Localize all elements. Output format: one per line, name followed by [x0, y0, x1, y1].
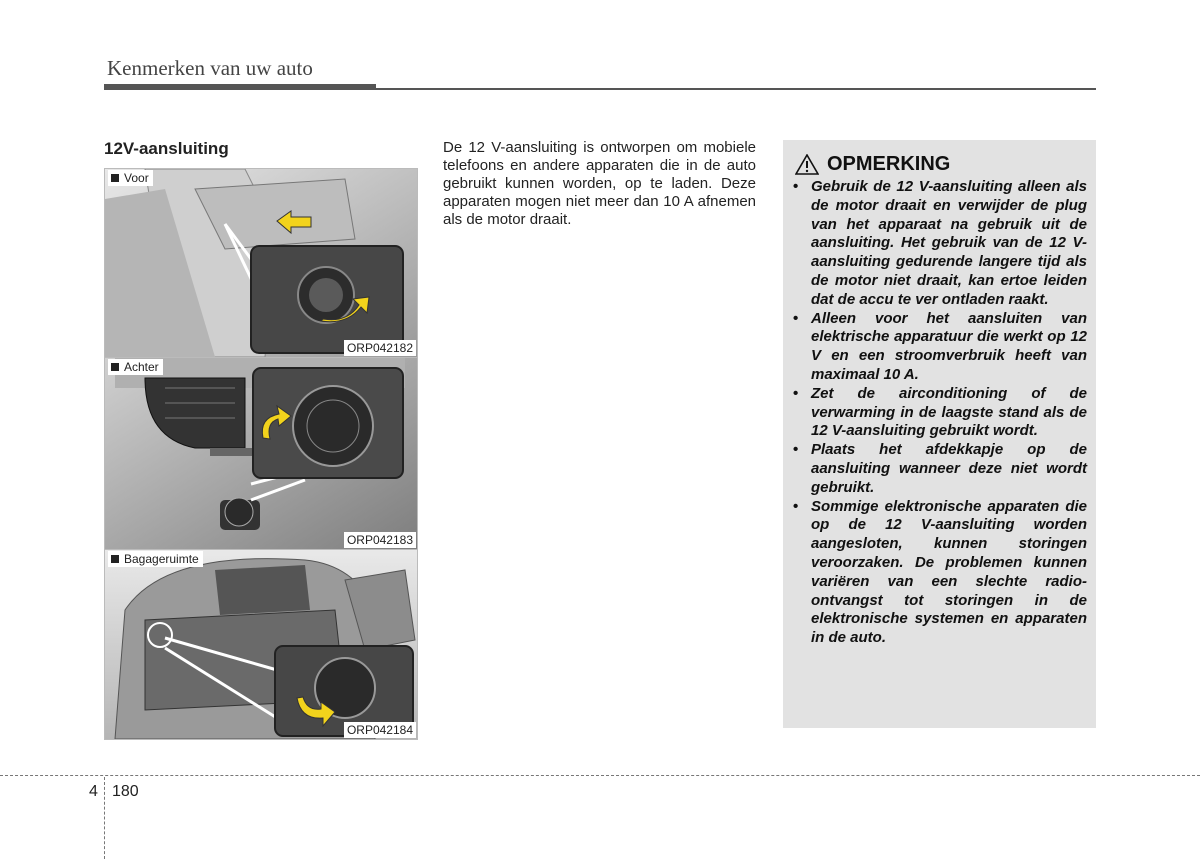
note-list	[793, 178, 1087, 648]
figure-code: ORP042182	[344, 340, 416, 356]
figure-code: ORP042183	[344, 532, 416, 548]
header-rule	[104, 88, 1096, 90]
section-heading: 12V-aansluiting	[104, 139, 229, 158]
page-number: 180	[112, 783, 139, 800]
figure-rear-illustration	[105, 358, 417, 549]
running-header: Kenmerken van uw auto	[107, 56, 313, 80]
figure-luggage	[104, 549, 418, 740]
figure-label-text: Achter	[124, 360, 159, 374]
warning-icon	[795, 154, 819, 175]
figure-front-illustration	[105, 169, 417, 357]
note-item-text: Gebruik de 12 V-aansluiting alleen als de motor draait en verwijder de plug van het apparaat na gebruik uit de aansluiting. Het gebruik van de 12 V-aansluiting gedurende langere tijd als de motor niet draait, kan ertoe leiden dat de accu te ver ontladen raakt.	[811, 178, 1087, 308]
note-item-text: Plaats het afdekkapje op de aansluiting wanneer deze niet wordt gebruikt.	[811, 441, 1087, 496]
square-bullet-icon	[111, 363, 119, 371]
note-box	[783, 140, 1096, 728]
figure-front	[104, 168, 418, 358]
note-item	[793, 178, 1087, 310]
figure-label-text: Bagageruimte	[124, 552, 199, 566]
figure-luggage-illustration	[105, 550, 417, 739]
footer-divider	[104, 777, 105, 859]
note-item	[793, 441, 1087, 497]
figure-label	[108, 551, 203, 567]
figure-rear	[104, 357, 418, 550]
footer-rule	[0, 775, 1200, 776]
note-item	[793, 498, 1087, 648]
note-title: OPMERKING	[827, 153, 951, 175]
square-bullet-icon	[111, 555, 119, 563]
square-bullet-icon	[111, 174, 119, 182]
bullet-icon: •	[793, 441, 799, 459]
chapter-number: 4	[89, 783, 98, 800]
figure-label	[108, 359, 163, 375]
bullet-icon: •	[793, 178, 799, 195]
body-paragraph: De 12 V-aansluiting is ontworpen om mobiele telefoons en andere apparaten die in de auto gebruikt kunnen worden, op te laden. Deze apparaten mogen niet meer dan 10 A afnemen als de motor draait.	[443, 139, 756, 228]
figure-code: ORP042184	[344, 722, 416, 738]
bullet-icon: •	[793, 309, 799, 327]
note-item	[793, 310, 1087, 385]
figure-label	[108, 170, 153, 186]
bullet-icon: •	[793, 497, 799, 515]
figure-label-text: Voor	[124, 171, 149, 185]
note-item-text: Sommige elektronische apparaten die op de 12 V-aansluiting worden aangesloten, kunnen storingen veroorzaken. De problemen kunnen variëren van een slechte radio-ontvangst tot storingen in de elektronische systemen en apparaten in de auto.	[811, 497, 1087, 647]
note-item-text: Zet de airconditioning of de verwarming in de laagste stand als de 12 V-aansluiting gebruikt wordt.	[811, 384, 1087, 440]
bullet-icon: •	[793, 384, 799, 402]
note-item-text: Alleen voor het aansluiten van elektrische apparatuur die werkt op 12 V en een stroomverbruik heeft van maximaal 10 A.	[811, 309, 1087, 383]
note-item	[793, 385, 1087, 441]
